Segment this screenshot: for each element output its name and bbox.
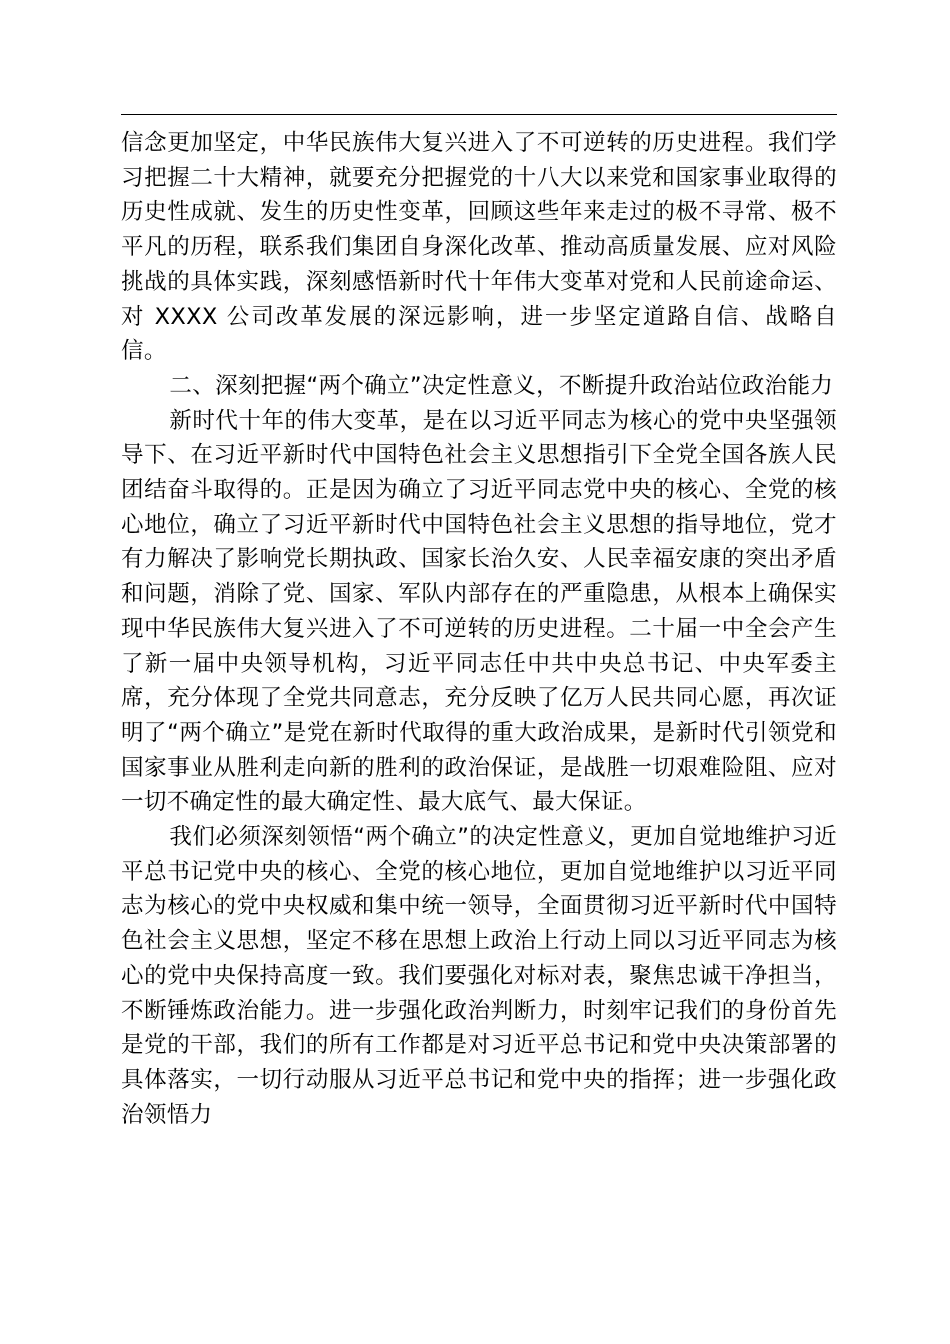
paragraph-continuation: 信念更加坚定，中华民族伟大复兴进入了不可逆转的历史进程。我们学习把握二十大精神，就要充分把握党的十八大以来党和国家事业取得的历史性成就、发生的历史性变革，回顾这些年来走过的极不寻常、极不平凡的历程，联系我们集团自身深化改革、推动高质量发展、应对风险挑战的具体实践，深刻感悟新时代十年伟大变革对党和人民前途命运、对 XXXX 公司改革发展的深远影响，进一步坚定道路自信、战略自信。 <box>121 130 837 365</box>
header-rule <box>121 114 837 115</box>
section-heading-two: 二、深刻把握“两个确立”决定性意义，不断提升政治站位政治能力 <box>169 372 834 399</box>
paragraph-two-establishments: 我们必须深刻领悟“两个确立”的决定性意义，更加自觉地维护习近平总书记党中央的核心、全党的核心地位，更加自觉地维护以习近平同志为核心的党中央权威和集中统一领导，全面贯彻习近平新时代中国特色社会主义思想，坚定不移在思想上政治上行动上同以习近平同志为核心的党中央保持高度一致。我们要强化对标对表，聚焦忠诚干净担当，不断锤炼政治能力。进一步强化政治判断力，时刻牢记我们的身份首先是党的干部，我们的所有工作都是对习近平总书记和党中央决策部署的具体落实，一切行动服从习近平总书记和党中央的指挥；进一步强化政治领悟力 <box>121 824 837 1128</box>
paragraph-great-change: 新时代十年的伟大变革，是在以习近平同志为核心的党中央坚强领导下、在习近平新时代中国特色社会主义思想指引下全党全国各族人民团结奋斗取得的。正是因为确立了习近平同志党中央的核心、全党的核心地位，确立了习近平新时代中国特色社会主义思想的指导地位，党才有力解决了影响党长期执政、国家长治久安、人民幸福安康的突出矛盾和问题，消除了党、国家、军队内部存在的严重隐患，从根本上确保实现中华民族伟大复兴进入了不可逆转的历史进程。二十届一中全会产生了新一届中央领导机构，习近平同志任中共中央总书记、中央军委主席，充分体现了全党共同意志，充分反映了亿万人民共同心愿，再次证明了“两个确立”是党在新时代取得的重大政治成果，是新时代引领党和国家事业从胜利走向新的胜利的政治保证，是战胜一切艰难险阻、应对一切不确定性的最大确定性、最大底气、最大保证。 <box>121 407 837 816</box>
document-body <box>121 126 837 1132</box>
